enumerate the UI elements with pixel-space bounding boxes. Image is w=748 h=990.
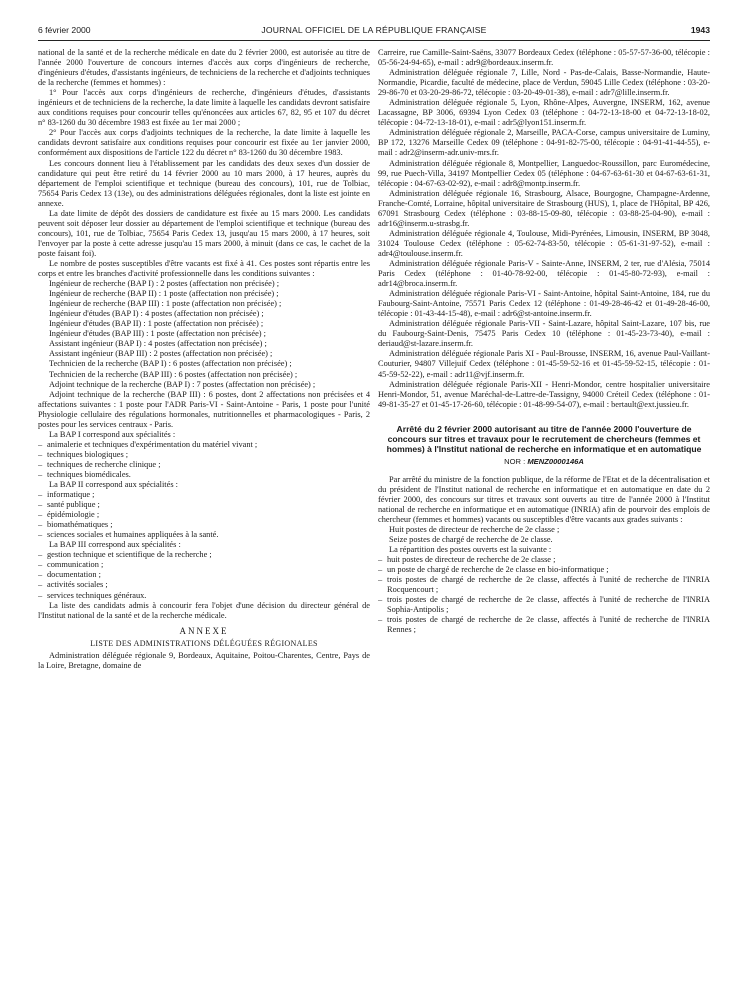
paragraph: La liste des candidats admis à concourir fera l'objet d'une décision du directeur général de l'Institut national de la santé et de la recherche médicale. [38, 600, 370, 620]
page-header [38, 25, 710, 39]
paragraph: Les concours donnent lieu à l'établissement par les candidats des deux sexes d'un dossier de candidature qui peut être retiré du 14 février 2000 au 10 mars 2000, à 17 heures, auprès du département de l'emploi scientifique et technique (bureau des concours), 101, rue de Tolbiac, 75654 Paris Cedex 13 (13e), ou des administrations déléguées régionales, dont la liste est jointe en annexe. [38, 158, 370, 208]
list-item: – huit postes de directeur de recherche de 2e classe ; [378, 555, 710, 565]
admin-entry: Administration déléguée régionale Paris-XII - Henri-Mondor, centre hospitalier universitaire Henri-Mondor, 51, avenue Maréchal-de-Lattre-de-Tassigny, 94000 Créteil Cedex (téléphone : 01-49-81-35-27 et 01-45-17-26-60, télécopie : 01-48-99-54-07), e-mail : bertault@ext.jussieu.fr. [378, 379, 710, 409]
paragraph: 2° Pour l'accès aux corps d'adjoints techniques de la recherche, la date limite à laquelle les candidats devront satisfaire aux conditions requises pour concourir est fixée au 1er janvier 2000, conformément aux dispositions de l'article 122 du décret n° 83-1260 du 30 décembre 1983. [38, 128, 370, 158]
list-item: – sciences sociales et humaines appliquées à la santé. [38, 530, 370, 540]
admin-entry: Administration déléguée régionale Paris-VI - Saint-Antoine, hôpital Saint-Antoine, 184, rue du Faubourg-Saint-Antoine, 75571 Paris Cedex 12 (téléphone : 01-49-28-46-42 et 01-49-28-46-00, télécopie : 01-43-44-15-48), e-mail : adr6@st-antoine.inserm.fr. [378, 289, 710, 319]
list-item: – épidémiologie ; [38, 510, 370, 520]
list-item: – biomathématiques ; [38, 520, 370, 530]
annex-subtitle: LISTE DES ADMINISTRATIONS DÉLÉGUÉES RÉGIONALES [90, 638, 318, 648]
list-item: – gestion technique et scientifique de la recherche ; [38, 550, 370, 560]
post-line: Ingénieur d'études (BAP I) : 4 postes (affectation non précisée) ; [49, 309, 264, 319]
post-line: Technicien de la recherche (BAP I) : 6 postes (affectation non précisée) ; [49, 359, 292, 369]
paragraph: national de la santé et de la recherche médicale en date du 2 février 2000, est autorisée au titre de l'année 2000 l'ouverture de concours internes d'accès aux corps d'ingénieurs de recherche, d'ingénieurs d'études, d'assistants ingénieurs, de techniciens de la recherche et d'adjoints techniques de la recherche (femmes et hommes) : [38, 48, 370, 88]
list-item: – techniques biomédicales. [38, 470, 370, 480]
list-item: – activités sociales ; [38, 580, 370, 590]
post-line: Ingénieur de recherche (BAP I) : 2 postes (affectation non précisée) ; [49, 279, 280, 289]
list-item: – informatique ; [38, 490, 370, 500]
admin-entry: Carreire, rue Camille-Saint-Saëns, 33077 Bordeaux Cedex (téléphone : 05-57-57-36-00, télécopie : 05-56-24-94-65), e-mail : adr9@bordeaux.inserm.fr. [378, 48, 710, 68]
list-item: – trois postes de chargé de recherche de 2e classe, affectés à l'unité de recherche de l'INRIA Sophia-Antipolis ; [378, 595, 710, 615]
paragraph: Par arrêté du ministre de la fonction publique, de la réforme de l'Etat et de la décentralisation et du président de l'Institut national de recherche en informatique et en automatique en date du 2 février 2000, des concours sur titres et travaux sont ouverts au titre de l'année 2000 à l'Institut national de recherche en informatique et en automatique (INRIA) afin de pourvoir des emplois de chercheur (femmes et hommes) vacants ou susceptibles d'être vacants aux grades suivants : [378, 474, 710, 524]
admin-entry: Administration déléguée régionale 4, Toulouse, Midi-Pyrénées, Limousin, INSERM, BP 3048, 31024 Toulouse Cedex (téléphone : 05-62-74-83-50, télécopie : 05-61-31-97-52), e-mail : adr4@toulouse.inserm.fr. [378, 228, 710, 258]
admin-entry: Administration déléguée régionale 8, Montpellier, Languedoc-Roussillon, parc Euromédecine, 99, rue Puech-Villa, 34197 Montpellier Cedex 05 (téléphone : 04-67-63-61-30 et 04-67-63-61-31, télécopie : 04-67-63-02-92), e-mail : adr8@montp.inserm.fr. [378, 158, 710, 188]
admin-entry: Administration déléguée régionale Paris XI - Paul-Brousse, INSERM, 16, avenue Paul-Vaillant-Couturier, 94807 Villejuif Cedex (téléphone : 01-45-59-52-16 et 01-45-59-52-15, télécopie : 01-45-59-52-22), e-mail : adr11@vjf.inserm.fr. [378, 349, 710, 379]
list-item: – services techniques généraux. [38, 591, 370, 601]
post-line: Ingénieur de recherche (BAP III) : 1 poste (affectation non précisée) ; [49, 299, 282, 309]
list-item: – communication ; [38, 560, 370, 570]
post-line: Ingénieur de recherche (BAP II) : 1 poste (affectation non précisée) ; [49, 289, 279, 299]
nor-code: MENZ0000146A [527, 456, 584, 466]
list-item: – trois postes de chargé de recherche de 2e classe, affectés à l'unité de recherche de l'INRIA Rocquencourt ; [378, 575, 710, 595]
header-rule [38, 40, 710, 41]
list-item: – trois postes de chargé de recherche de 2e classe, affectés à l'unité de recherche de l'INRIA Rennes ; [378, 615, 710, 635]
post-line: Assistant ingénieur (BAP III) : 2 postes (affectation non précisée) ; [49, 349, 273, 359]
page-number: 1943 [690, 25, 710, 35]
list-item: – techniques biologiques ; [38, 450, 370, 460]
admin-entry: Administration déléguée régionale Paris-VII - Saint-Lazare, hôpital Saint-Lazare, 107 bis, rue du Faubourg-Saint-Denis, 75475 Paris Cedex 10 (téléphone : 01-45-23-73-40), e-mail : deriaud@st-lazare.inserm.fr. [378, 319, 710, 349]
left-column [38, 48, 370, 973]
admin-entry: Administration déléguée régionale Paris-V - Sainte-Anne, INSERM, 2 ter, rue d'Alésia, 75014 Paris Cedex (téléphone : 01-40-78-92-00, télécopie : 01-45-80-72-93), e-mail : adr14@broca.inserm.fr. [378, 258, 710, 289]
post-line: Adjoint technique de la recherche (BAP III) : 6 postes, dont 2 affectations non précisées et 4 affectations suivantes : 1 poste pour l'ADR Paris-VI - Saint-Antoine - Paris, 1 poste pour l'unité Physiologie cellulaire des régulations hormonales, nutritionnelles et pharmacologiques - Paris, 2 postes pour les services centraux - Paris. [38, 389, 370, 429]
admin-entry: Administration déléguée régionale 2, Marseille, PACA-Corse, campus universitaire de Luminy, BP 172, 13276 Marseille Cedex 09 (téléphone : 04-91-82-75-00, télécopie : 04-91-41-44-55), e-mail : adr2@inserm-adr.univ-mrs.fr. [378, 128, 710, 158]
post-line: Assistant ingénieur (BAP I) : 4 postes (affectation non précisée) ; [49, 339, 267, 349]
bap-heading: La BAP II correspond aux spécialités : [49, 480, 178, 490]
paragraph: 1° Pour l'accès aux corps d'ingénieurs de recherche, d'ingénieurs d'études, d'assistants ingénieurs et de techniciens de la recherche, la date limite à laquelle les candidats devront satisfaire aux conditions requises pour concourir telles qu'énoncées aux articles 67, 82, 95 et 107 du décret n° 83-1260 du 30 décembre 1983 est fixée au 1er mai 2000 ; [38, 88, 370, 128]
paragraph: Administration déléguée régionale 9, Bordeaux, Aquitaine, Poitou-Charentes, Centre, Pays de la Loire, Bretagne, domaine de [38, 650, 370, 670]
paragraph: Seize postes de chargé de recherche de 2e classe. [389, 535, 553, 545]
nor-reference [378, 457, 710, 467]
paragraph: Huit postes de directeur de recherche de 2e classe ; [389, 524, 560, 534]
post-line: Ingénieur d'études (BAP III) : 1 poste (affectation non précisée) ; [49, 329, 266, 339]
journal-title: JOURNAL OFFICIEL DE LA RÉPUBLIQUE FRANÇAISE [261, 25, 487, 35]
admin-entry: Administration déléguée régionale 5, Lyon, Rhône-Alpes, Auvergne, INSERM, 162, avenue Lacassagne, BP 3006, 69394 Lyon Cedex 03 (téléphone : 04-72-13-18-00 et 04-72-13-18-02, télécopie : 04-72-13-18-01), e-mail : adr5@lyon151.inserm.fr. [378, 98, 710, 128]
post-line: Adjoint technique de la recherche (BAP I) : 7 postes (affectation non précisée) ; [49, 379, 316, 389]
paragraph: La date limite de dépôt des dossiers de candidature est fixée au 15 mars 2000. Les candidats peuvent soit déposer leur dossier au département de l'emploi scientifique et technique (bureau des concours), 101, rue de Tolbiac, 75654 Paris Cedex 13, jusqu'au 15 mars 2000, à 17 heures, soit l'envoyer par la poste à cette adresse jusqu'au 15 mars 2000, à minuit (dans ce cas, le cachet de la poste faisant foi). [38, 208, 370, 258]
nor-label: NOR : [504, 456, 526, 466]
post-line: Ingénieur d'études (BAP II) : 1 poste (affectation non précisée) ; [49, 319, 264, 329]
admin-entry: Administration déléguée régionale 16, Strasbourg, Alsace, Bourgogne, Champagne-Ardenne, Franche-Comté, Lorraine, hôpital universitaire de Strasbourg (HUS), 1, place de l'Hôpital, BP 426, 67091 Strasbourg Cedex (téléphone : 03-88-15-09-80, télécopie : 03-88-25-04-90), e-mail : adr16@inserm.u-strasbg.fr. [378, 188, 710, 228]
bap-heading: La BAP I correspond aux spécialités : [49, 429, 176, 439]
paragraph: La répartition des postes ouverts est la suivante : [389, 545, 552, 555]
list-item: – animalerie et techniques d'expérimentation du matériel vivant ; [38, 440, 370, 450]
list-item: – documentation ; [38, 570, 370, 580]
admin-entry: Administration déléguée régionale 7, Lille, Nord - Pas-de-Calais, Basse-Normandie, Haute-Normandie, Picardie, faculté de médecine, place de Verdun, 59045 Lille Cedex (téléphone : 03-20-29-86-70 et 03-20-29-86-72, télécopie : 03-20-49-01-38), e-mail : adr7@lille.inserm.fr. [378, 68, 710, 98]
list-item: – santé publique ; [38, 500, 370, 510]
list-item: – techniques de recherche clinique ; [38, 460, 370, 470]
decree-title: Arrêté du 2 février 2000 autorisant au titre de l'année 2000 l'ouverture de concours sur titres et travaux pour le recrutement de chercheurs (femmes et hommes) à l'Institut national de recherche en informatique et en automatique [386, 423, 702, 454]
right-column [378, 48, 710, 973]
bap-heading: La BAP III correspond aux spécialités : [49, 540, 181, 550]
list-item: – un poste de chargé de recherche de 2e classe en bio-informatique ; [378, 565, 710, 575]
post-line: Technicien de la recherche (BAP III) : 6 postes (affectation non précisée) ; [49, 369, 298, 379]
header-date: 6 février 2000 [38, 25, 91, 35]
paragraph: Le nombre de postes susceptibles d'être vacants est fixé à 41. Ces postes sont répartis entre les corps et entre les branches d'activité professionnelle dans les conditions suivantes : [38, 258, 370, 279]
annex-title: ANNEXE [179, 625, 229, 636]
